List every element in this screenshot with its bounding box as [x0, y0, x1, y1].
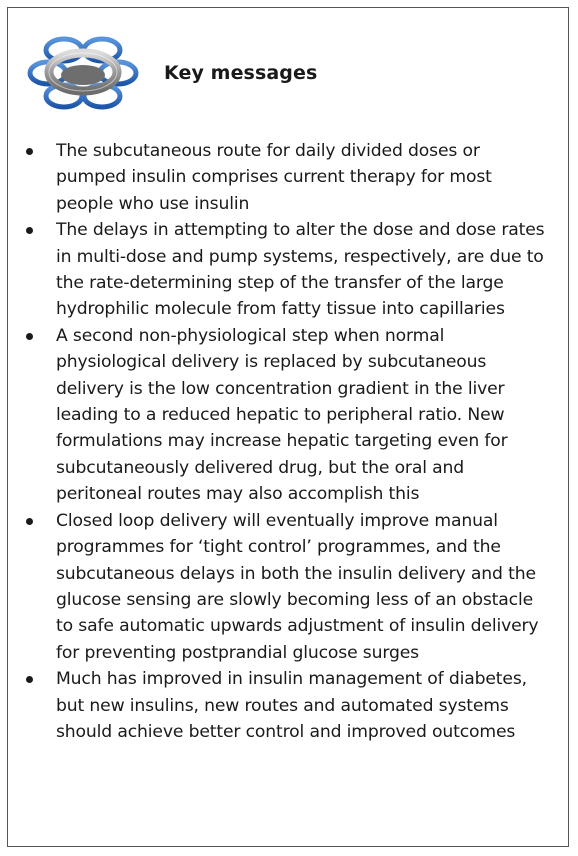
list-item	[8, 666, 568, 745]
key-messages-header	[24, 26, 317, 120]
key-messages-box	[7, 7, 569, 847]
bullet-icon	[26, 148, 33, 155]
bullet-icon	[26, 676, 33, 683]
list-item	[8, 217, 568, 323]
bullet-icon	[26, 227, 33, 234]
list-item	[8, 138, 568, 217]
list-item	[8, 323, 568, 508]
list-item-text: Closed loop delivery will eventually improve manual programmes for ‘tight control’ programmes, and the subcutaneous delays in both the insulin delivery and the glucose sensing are slowly becoming less of an obstacle to safe automatic upwards adjustment of insulin delivery for preventing postprandial glucose surges	[56, 510, 539, 663]
bullet-icon	[26, 333, 33, 340]
bullet-icon	[26, 518, 33, 525]
list-item-text: Much has improved in insulin management of diabetes, but new insulins, new routes and automated systems should achieve better control and improved outcomes	[56, 669, 527, 742]
list-item	[8, 508, 568, 666]
key-messages-title: Key messages	[164, 62, 318, 84]
blue-ring-flower-icon	[24, 26, 142, 120]
list-item-text: The subcutaneous route for daily divided doses or pumped insulin comprises current therapy for most people who use insulin	[56, 141, 492, 214]
key-messages-list	[8, 138, 568, 745]
list-item-text: A second non-physiological step when normal physiological delivery is replaced by subcutaneous delivery is the low concentration gradient in the liver leading to a reduced hepatic to peripheral ratio. New formulations may increase hepatic targeting even for subcutaneously delivered drug, but the oral and peritoneal routes may also accomplish this	[56, 325, 508, 505]
list-item-text: The delays in attempting to alter the dose and dose rates in multi-dose and pump systems, respectively, are due to the rate-determining step of the transfer of the large hydrophilic molecule from fatty tissue into capillaries	[56, 220, 545, 320]
